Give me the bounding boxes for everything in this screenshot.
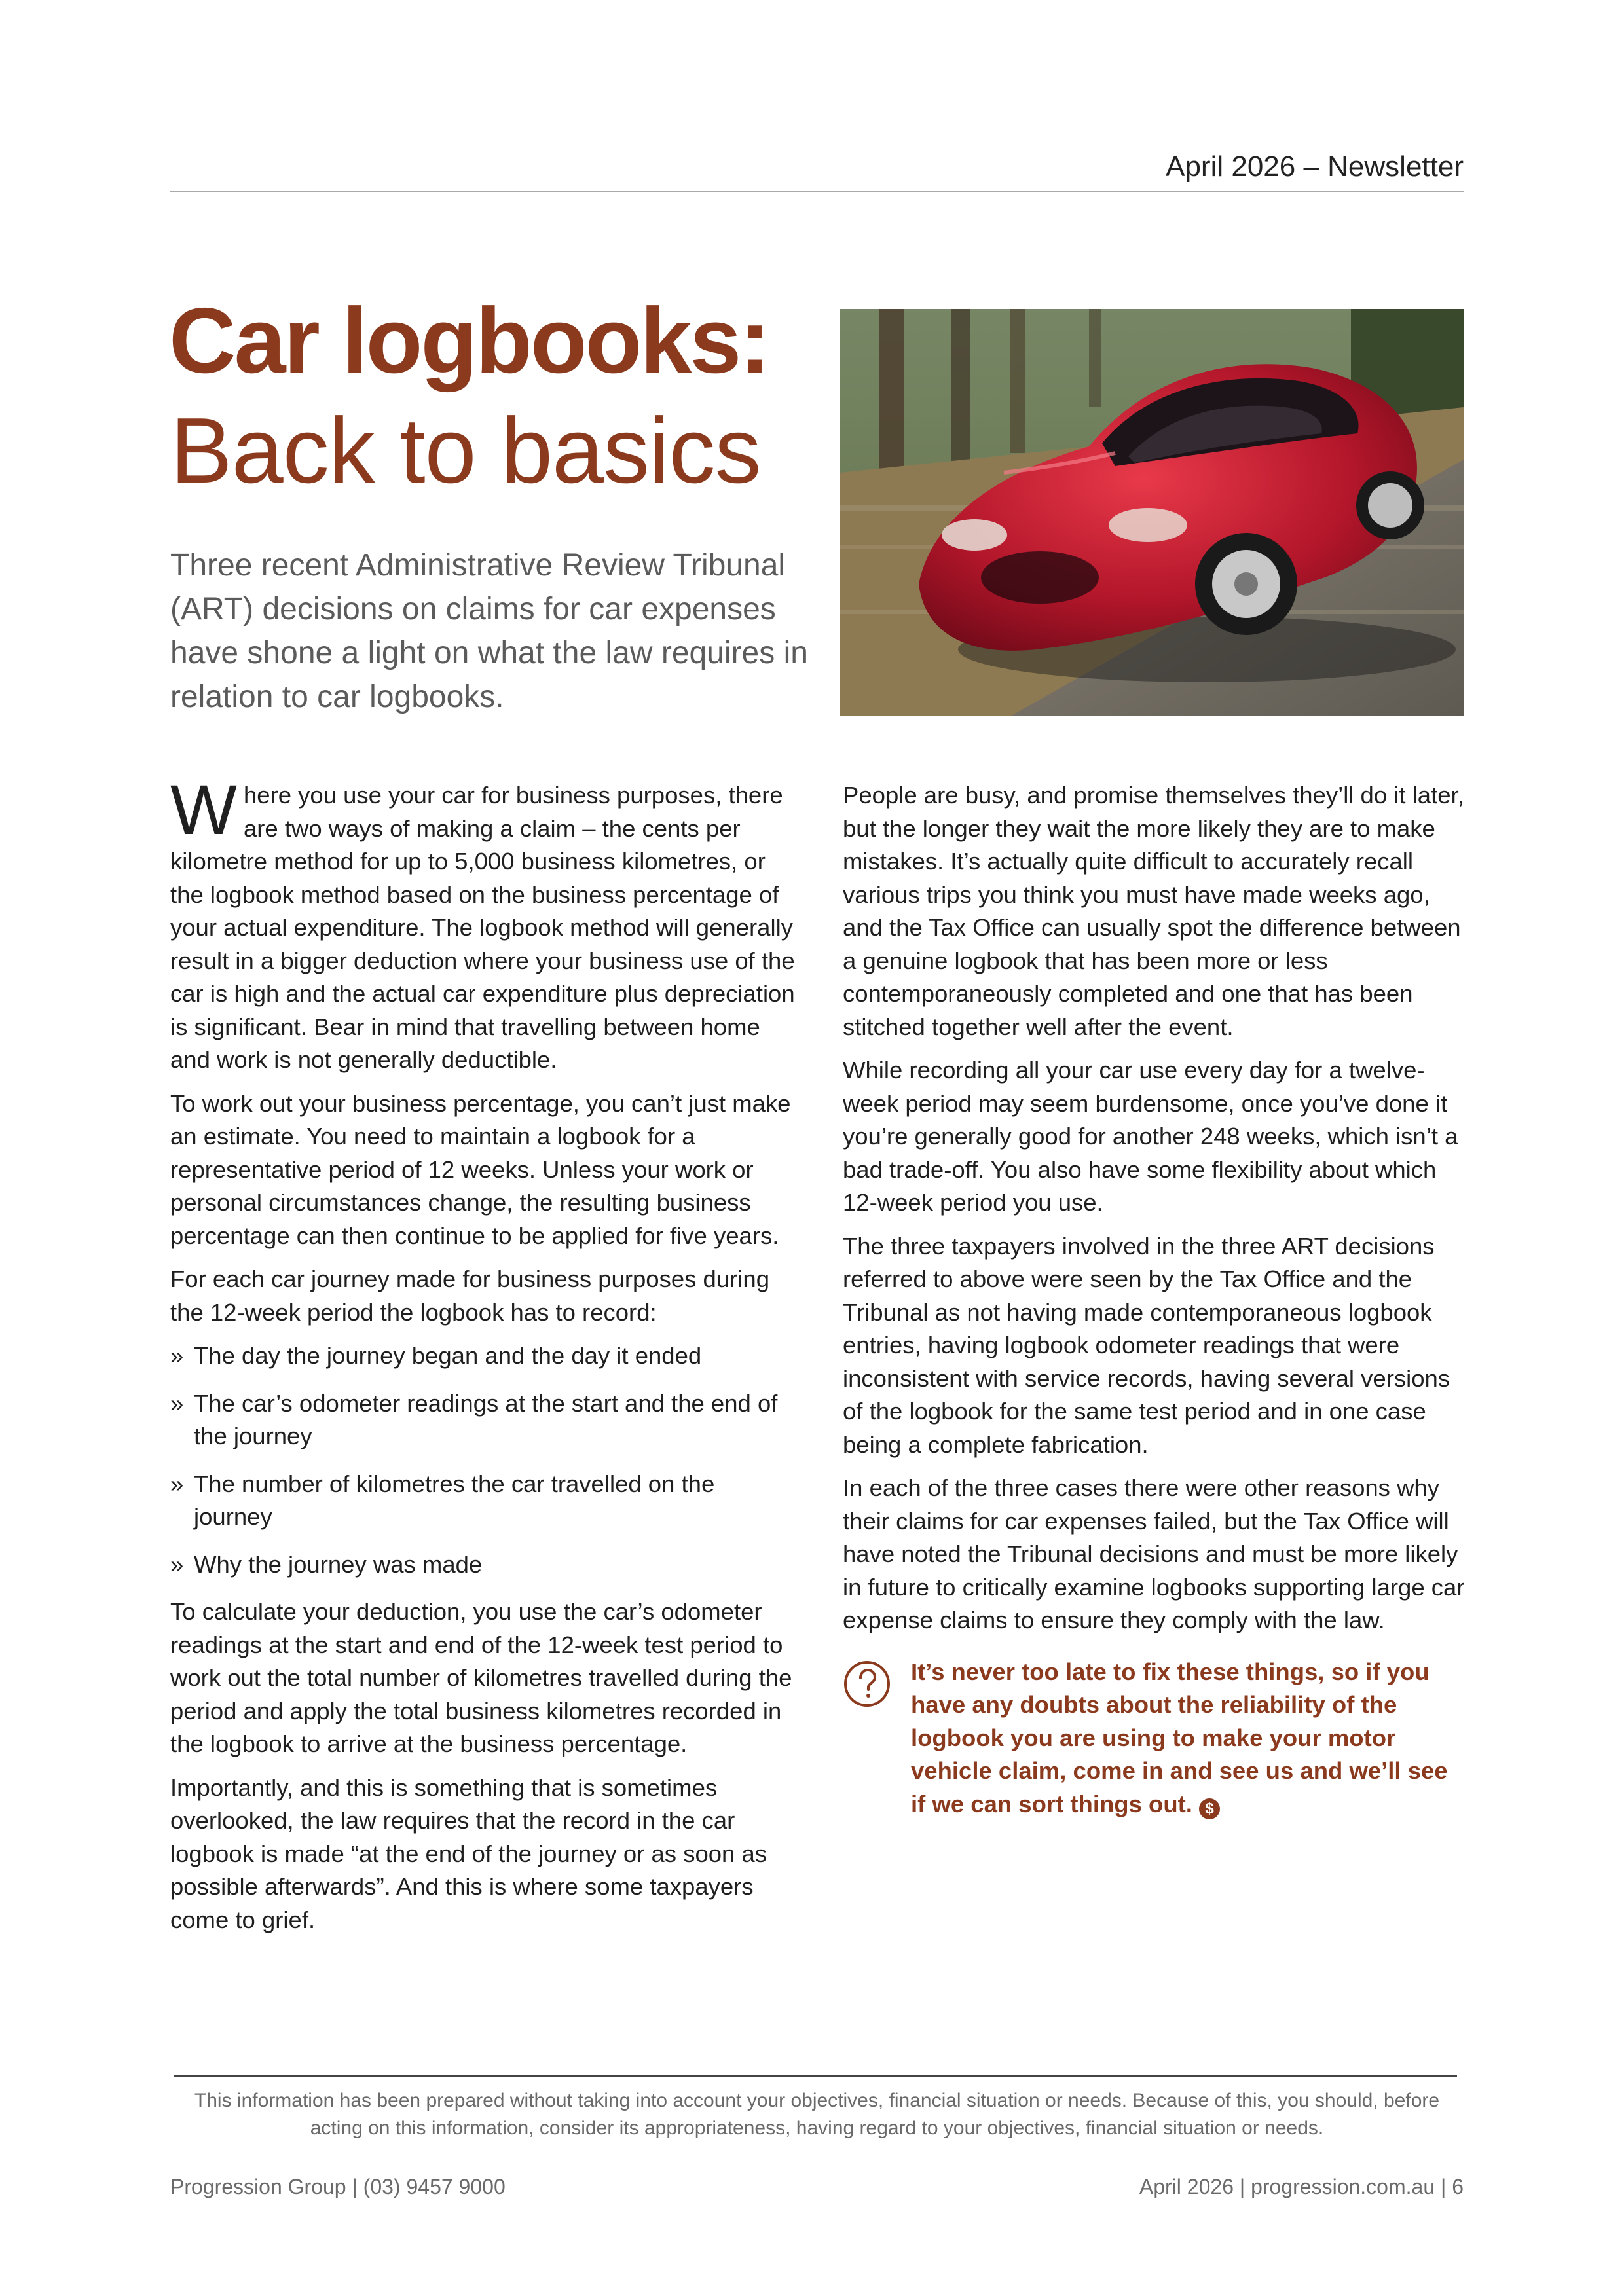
disclaimer-text: This information has been prepared without taking into account your objectives, financial situation or needs. Because of this, you should, before acting on this information, consider its appropriateness, having regard to your objectives, financial situation or needs.	[194, 2090, 1440, 2139]
list-item	[170, 1468, 799, 1534]
paragraph-logbook-record: For each car journey made for business purposes during the 12-week period the logbook has to record:	[170, 1266, 770, 1326]
callout-text: It’s never too late to fix these things, so if you have any doubts about the reliability of the logbook you are using to make your motor vehicle claim, come in and see us and we’ll see if we can sort things out.	[911, 1658, 1448, 1817]
newsletter-date-header: April 2026 – Newsletter	[1166, 151, 1464, 183]
article-intro: Three recent Administrative Review Tribunal (ART) decisions on claims for car expenses have shone a light on what the law requires in relation to car logbooks.	[170, 548, 808, 714]
paragraph-business-percentage: To work out your business percentage, you can’t just make an estimate. You need to maintain a logbook for a representative period of 12 weeks. Unless your work or personal circumstances change, the resulting business percentage can then continue to be applied for five years.	[170, 1089, 791, 1249]
paragraph-calculate-deduction: To calculate your deduction, you use the car’s odometer readings at the start and end of the 12-week test period to work out the total number of kilometres travelled during the period and apply the total business kilometres recorded in the logbook to arrive at the business percentage.	[170, 1598, 792, 1757]
article-subtitle: Back to basics	[170, 399, 761, 503]
question-circle-icon	[843, 1660, 891, 1708]
list-item-text: The car’s odometer readings at the start and the end of the journey	[194, 1389, 778, 1449]
logbook-requirements-list	[170, 1339, 799, 1581]
footer-page-info: April 2026 | progression.com.au | 6	[1139, 2175, 1464, 2198]
paragraph-record-timing: Importantly, and this is something that is sometimes overlooked, the law requires that the record in the car logbook is made “at the end of the journey or as soon as possible afterwards”. And this is where some taxpayers come to grief.	[170, 1774, 767, 1933]
paragraph-claims-failed: In each of the three cases there were other reasons why their claims for car expenses failed, but the Tax Office will have noted the Tribunal decisions and must be more likely in future to critically examine logbooks supporting large car expense claims to ensure they comply with the law.	[843, 1474, 1465, 1633]
money-bag-icon: $	[1199, 1798, 1220, 1819]
footer-divider	[174, 2075, 1457, 2077]
red-sports-car-photo	[840, 309, 1464, 716]
list-item-text: The day the journey began and the day it ended	[194, 1342, 702, 1369]
car-photo-illustration	[840, 309, 1464, 716]
list-item	[170, 1548, 799, 1582]
footer-company-contact: Progression Group | (03) 9457 9000	[170, 2175, 506, 2198]
paragraph-art-decisions: The three taxpayers involved in the three ART decisions referred to above were seen by the Tax Office and the Tribunal as not having made contemporaneous logbook entries, having logbook odometer readings that were inconsistent with service records, having several versions of the logbook for the same test period and in one case being a complete fabrication.	[843, 1232, 1450, 1458]
bullet-marker: »	[170, 1389, 184, 1417]
paragraph-recording-effort: While recording all your car use every day for a twelve-week period may seem burdensome, once you’ve done it you’re generally good for another 248 weeks, which isn’t a bad trade-off. You also have some flexibility about which 12-week period you use.	[843, 1057, 1458, 1216]
left-column	[170, 770, 799, 1947]
list-item	[170, 1387, 799, 1453]
header-divider	[170, 191, 1464, 192]
paragraph-intro-left	[170, 770, 799, 1077]
list-item-text: The number of kilometres the car travelled on the journey	[194, 1470, 715, 1530]
drop-cap: W	[170, 770, 237, 849]
call-to-action-callout	[843, 1656, 1465, 1821]
list-item	[170, 1339, 799, 1373]
bullet-marker: »	[170, 1550, 184, 1578]
paragraph-people-busy: People are busy, and promise themselves they’ll do it later, but the longer they wait the more likely they are to make mistakes. It’s actually quite difficult to accurately recall various trips you think you must have made weeks ago, and the Tax Office can usually spot the difference between a genuine logbook that has been more or less contemporaneously completed and one that has been stitched together well after the event.	[843, 782, 1464, 1040]
paragraph-text: here you use your car for business purposes, there are two ways of making a claim – the cents per kilometre method for up to 5,000 business kilometres, or the logbook method based on the business percentage of your actual expenditure. The logbook method will generally result in a bigger deduction where your business use of the car is high and the actual car expenditure plus depreciation is significant. Bear in mind that travelling between home and work is not generally deductible.	[170, 782, 795, 1073]
article-title: Car logbooks:	[169, 289, 769, 393]
bullet-marker: »	[170, 1470, 184, 1497]
list-item-text: Why the journey was made	[194, 1550, 483, 1578]
bullet-marker: »	[170, 1342, 184, 1369]
right-column	[843, 779, 1465, 1821]
